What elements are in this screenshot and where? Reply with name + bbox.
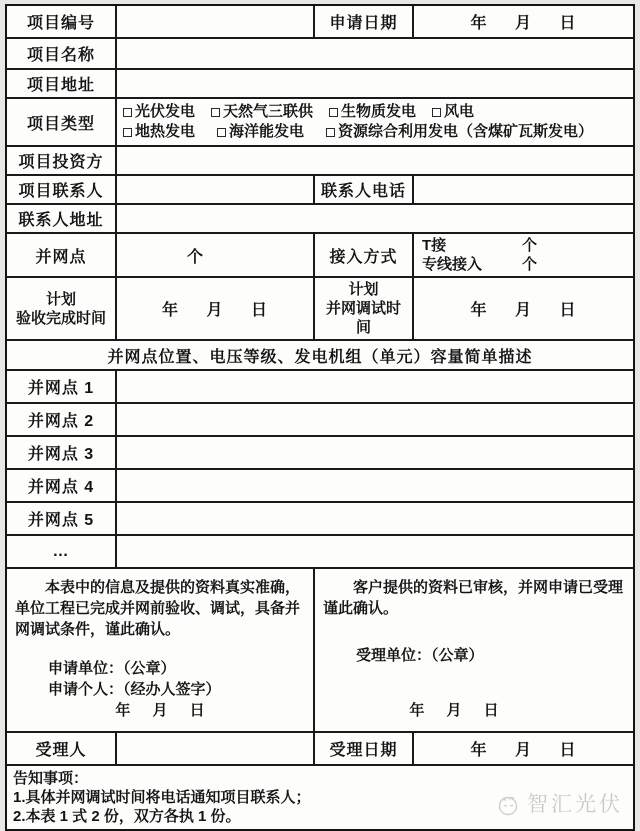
grid-point-2-input[interactable] [115,404,633,435]
grid-point-label: 并网点 [35,248,87,266]
access-mode-label: 接入方式 [313,234,412,276]
project-name-input[interactable] [115,39,633,68]
row-grid-point-count [7,232,633,276]
notice-item-1: 1.具体并网调试时间将电话通知项目联系人； [13,789,311,806]
plan-debug-date-input[interactable]: 年 月 日 [412,278,633,339]
handler-input[interactable] [115,733,313,764]
row-plan-dates [7,276,633,339]
applicant-unit-seal-line: 申请单位：（公章） [48,660,176,677]
checkbox-option-biomass[interactable] [329,102,416,122]
accept-date-label: 受理日期 [313,733,412,764]
row-grid-point-3 [7,435,633,468]
grid-point-4-label: 并网点 4 [27,479,95,496]
project-type-options [115,99,633,145]
access-mode-input[interactable] [412,234,633,276]
acceptor-confirmation-box [313,569,633,731]
checkbox-icon[interactable] [217,128,226,137]
watermark [495,791,623,817]
grid-point-3-input[interactable] [115,437,633,468]
grid-connection-application-form [5,4,635,831]
apply-date-input[interactable]: 年 月 日 [412,6,633,37]
row-grid-point-1 [7,369,633,402]
accept-date-input[interactable]: 年 月 日 [412,733,633,764]
grid-point-3-label: 并网点 3 [27,446,95,463]
grid-point-5-input[interactable] [115,503,633,534]
t-connection-line [422,236,627,255]
row-section-header [7,339,633,369]
t-connection-unit: 个 [522,237,538,254]
applicant-confirmation-text: 本表中的信息及提供的资料真实准确，单位工程已完成并网前验收、调试，具备并网调试条件，谨此确认。 [15,579,301,638]
project-address-label: 项目地址 [26,77,95,94]
row-notice [7,764,633,829]
project-no-input[interactable] [115,6,313,37]
plan-debug-label-line2: 并网调试时间 [325,300,401,336]
investor-input[interactable] [115,147,633,174]
grid-point-2-label: 并网点 2 [27,413,95,430]
checkbox-icon[interactable] [432,108,441,117]
project-no-label: 项目编号 [26,15,95,32]
checkbox-label: 光伏发电 [135,103,196,120]
grid-point-more-label: … [52,542,70,560]
row-investor [7,145,633,174]
row-handler [7,731,633,764]
grid-point-1-input[interactable] [115,371,633,402]
plan-accept-label-line1: 计划 [45,290,76,308]
handler-label: 受理人 [35,742,87,759]
contact-label: 项目联系人 [18,183,104,200]
grid-point-4-input[interactable] [115,470,633,501]
contact-address-input[interactable] [115,205,633,232]
checkbox-option-wind[interactable] [432,102,474,122]
plan-debug-label-line1: 计划 [348,281,379,298]
checkbox-option-pv[interactable] [123,102,195,122]
row-project-address [7,68,633,97]
checkbox-label: 资源综合利用发电（含煤矿瓦斯发电） [338,123,594,140]
plan-accept-label-line2: 验收完成时间 [15,309,106,327]
checkbox-icon[interactable] [326,128,335,137]
acceptor-unit-seal-line: 受理单位：（公章） [356,647,484,664]
dedicated-line-label: 专线接入 [422,256,483,273]
acceptor-sign-date: 年 月 日 [409,702,499,719]
plan-accept-label [7,278,115,339]
project-address-input[interactable] [115,70,633,97]
grid-point-more-input[interactable] [115,536,633,567]
dedicated-line-unit: 个 [522,256,538,273]
dedicated-line [422,255,627,274]
project-type-label: 项目类型 [26,115,95,133]
row-project-type [7,97,633,145]
checkbox-label: 天然气三联供 [223,103,314,120]
grid-points-section-title: 并网点位置、电压等级、发电机组（单元）容量简单描述 [107,348,533,366]
checkbox-icon[interactable] [123,108,132,117]
applicant-person-sign-line: 申请个人：（经办人签字） [48,681,221,698]
checkbox-label: 生物质发电 [341,103,417,120]
row-contact [7,174,633,203]
checkbox-icon[interactable] [123,128,132,137]
contact-address-label: 联系人地址 [18,212,104,229]
checkbox-option-ocean[interactable] [217,122,304,142]
plan-accept-date-input[interactable]: 年 月 日 [115,278,313,339]
project-name-label: 项目名称 [26,47,95,64]
checkbox-label: 地热发电 [135,123,196,140]
grid-point-5-label: 并网点 5 [27,512,95,529]
checkbox-icon[interactable] [211,108,220,117]
row-grid-point-4 [7,468,633,501]
checkbox-option-geothermal[interactable] [123,122,195,142]
notice-box [7,766,633,829]
grid-point-1-label: 并网点 1 [27,380,95,397]
checkbox-icon[interactable] [329,108,338,117]
grid-point-count-input[interactable]: 个 [115,234,313,276]
checkbox-option-gas[interactable] [211,102,313,122]
apply-date-label: 申请日期 [313,6,412,37]
checkbox-option-resource[interactable] [326,122,593,142]
investor-label: 项目投资方 [18,154,104,171]
zhihui-guangfu-logo-icon [495,791,523,817]
applicant-confirmation-box [7,569,313,731]
project-type-line1 [123,102,631,122]
contact-phone-input[interactable] [412,176,633,203]
contact-phone-label: 联系人电话 [313,176,412,203]
notice-item-2: 2.本表 1 式 2 份，双方各执 1 份。 [13,808,241,825]
row-grid-point-2 [7,402,633,435]
checkbox-label: 海洋能发电 [229,123,305,140]
project-type-line2 [123,122,631,142]
row-grid-point-5 [7,501,633,534]
row-project-no [7,6,633,37]
row-contact-address [7,203,633,232]
applicant-sign-date: 年 月 日 [115,702,205,719]
checkbox-label: 风电 [444,103,475,120]
plan-debug-label [313,278,412,339]
acceptor-confirmation-text: 客户提供的资料已审核，并网申请已受理谨此确认。 [323,579,624,617]
watermark-text: 智汇光伏 [527,792,623,816]
row-project-name [7,37,633,68]
row-confirmations [7,567,633,731]
row-grid-point-more [7,534,633,567]
contact-input[interactable] [115,176,313,203]
t-connection-label: T接 [422,237,447,254]
notice-title: 告知事项： [13,770,89,787]
